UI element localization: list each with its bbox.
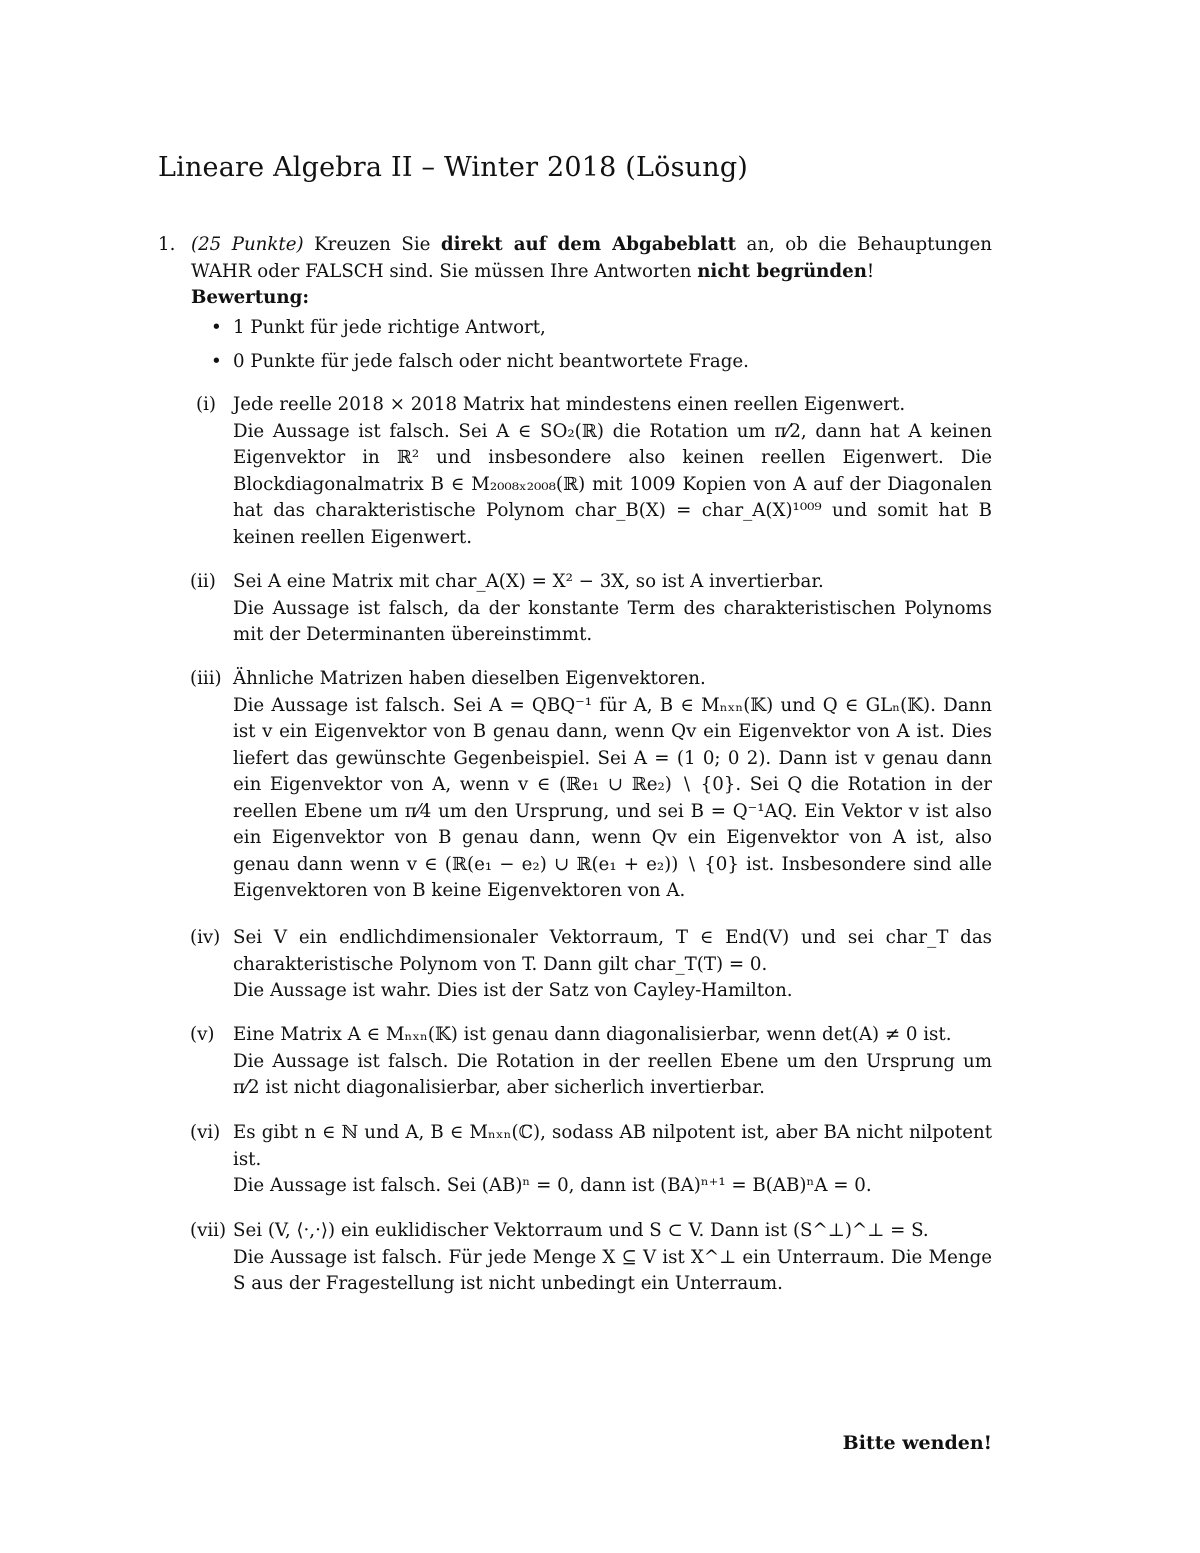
item-label: (v) <box>190 1024 215 1045</box>
intro-text-1: Kreuzen Sie <box>303 234 441 255</box>
item-answer: Die Aussage ist falsch. Sei A = QBQ⁻¹ für A, B ∈ Mₙₓₙ(𝕂) und Q ∈ GLₙ(𝕂). Dann ist v ein Eigenvektor von B genau dann, wenn Qv ein Eigenvektor von A ist. Dies liefert das gewünschte Gegenbeispiel. Sei A = (1 0; 0 2). Dann ist v genau dann ein Eigenvektor von A, wenn v ∈ (ℝe₁ ∪ ℝe₂) ∖ {0}. Sei Q die Rotation in der reellen Ebene um π⁄4 um den Ursprung, und sei B = Q⁻¹AQ. Ein Vektor v ist also ein Eigenvektor von B genau dann, wenn Qv ein Eigenvektor von A ist, also genau dann wenn v ∈ (ℝ(e₁ − e₂) ∪ ℝ(e₁ + e₂)) ∖ {0} ist. Insbesondere sind alle Eigenvektoren von B keine Eigenvektoren von A. <box>233 694 992 901</box>
exercise-1 <box>158 232 992 384</box>
rating-text: 1 Punkt für jede richtige Antwort, <box>233 316 546 338</box>
item-label: (i) <box>196 394 217 415</box>
item-label: (ii) <box>190 571 216 592</box>
item-answer: Die Aussage ist falsch. Sei (AB)ⁿ = 0, dann ist (BA)ⁿ⁺¹ = B(AB)ⁿA = 0. <box>233 1175 872 1196</box>
item-answer: Die Aussage ist falsch. Für jede Menge X ⊆ V ist X^⊥ ein Unterraum. Die Menge S aus der Fragestellung ist nicht unbedingt ein Unterraum. <box>233 1246 992 1294</box>
statement-item-ii <box>158 569 992 649</box>
item-statement: Eine Matrix A ∈ Mₙₓₙ(𝕂) ist genau dann diagonalisierbar, wenn det(A) ≠ 0 ist. <box>233 1024 952 1045</box>
rating-list <box>191 315 992 376</box>
item-statement: Sei V ein endlichdimensionaler Vektorraum, T ∈ End(V) und sei char_T das charakteristische Polynom von T. Dann gilt char_T(T) = 0. <box>233 927 992 975</box>
statement-item-vii <box>158 1218 992 1298</box>
item-answer: Die Aussage ist wahr. Dies ist der Satz von Cayley-Hamilton. <box>233 980 793 1001</box>
item-statement: Sei (V, ⟨·,·⟩) ein euklidischer Vektorraum und S ⊂ V. Dann ist (S^⊥)^⊥ = S. <box>233 1220 929 1241</box>
bullet-icon: • <box>211 316 222 338</box>
statement-item-iv <box>158 925 992 1005</box>
intro-text-3: ! <box>866 260 875 282</box>
bullet-icon: • <box>211 351 222 372</box>
exercise-number: 1. <box>158 234 176 255</box>
item-answer: Die Aussage ist falsch. Sei A ∈ SO₂(ℝ) die Rotation um π⁄2, dann hat A keinen Eigenvektor in ℝ² und insbesondere also keinen reellen Eigenwert. Die Blockdiagonalmatrix B ∈ M₂₀₀₈ₓ₂₀₀₈(ℝ) mit 1009 Kopien von A auf der Diagonalen hat das charakteristische Polynom char_B(X) = char_A(X)¹⁰⁰⁹ und somit hat B keinen reellen Eigenwert. <box>233 420 992 548</box>
page-title: Lineare Algebra II – Winter 2018 (Lösung) <box>158 152 749 183</box>
item-answer: Die Aussage ist falsch, da der konstante Term des charakteristischen Polynoms mit der Determinanten übereinstimmt. <box>233 597 992 645</box>
footer-note: Bitte wenden! <box>842 1432 992 1454</box>
rating-heading: Bewertung: <box>191 287 310 308</box>
item-answer: Die Aussage ist falsch. Die Rotation in der reellen Ebene um den Ursprung um π⁄2 ist nicht diagonalisierbar, aber sicherlich invertierbar. <box>233 1050 992 1098</box>
exercise-points: (25 Punkte) <box>191 234 304 255</box>
statement-item-vi <box>158 1120 992 1200</box>
item-label: (iv) <box>190 927 221 948</box>
rating-item <box>191 315 992 342</box>
item-statement: Es gibt n ∈ ℕ und A, B ∈ Mₙₓₙ(ℂ), sodass AB nilpotent ist, aber BA nicht nilpotent ist. <box>233 1122 992 1170</box>
rating-text: 0 Punkte für jede falsch oder nicht beantwortete Frage. <box>233 351 749 372</box>
exercise-intro <box>191 232 992 376</box>
item-statement: Sei A eine Matrix mit char_A(X) = X² − 3X, so ist A invertierbar. <box>233 571 824 592</box>
item-label: (vi) <box>190 1122 221 1143</box>
intro-bold-1: direkt auf dem Abgabeblatt <box>440 234 736 255</box>
item-label: (iii) <box>190 668 222 689</box>
intro-bold-2: nicht begründen <box>697 260 867 282</box>
item-statement: Ähnliche Matrizen haben dieselben Eigenvektoren. <box>233 668 706 689</box>
statement-item-i <box>158 392 992 551</box>
statement-item-v <box>158 1022 992 1102</box>
rating-item <box>191 349 992 376</box>
item-statement: Jede reelle 2018 × 2018 Matrix hat mindestens einen reellen Eigenwert. <box>233 394 906 415</box>
intro-text-2: an, ob die Behauptungen WAHR oder FALSCH sind. Sie müssen Ihre Antworten <box>191 234 992 282</box>
item-label: (vii) <box>190 1220 227 1241</box>
statement-item-iii <box>158 666 992 905</box>
